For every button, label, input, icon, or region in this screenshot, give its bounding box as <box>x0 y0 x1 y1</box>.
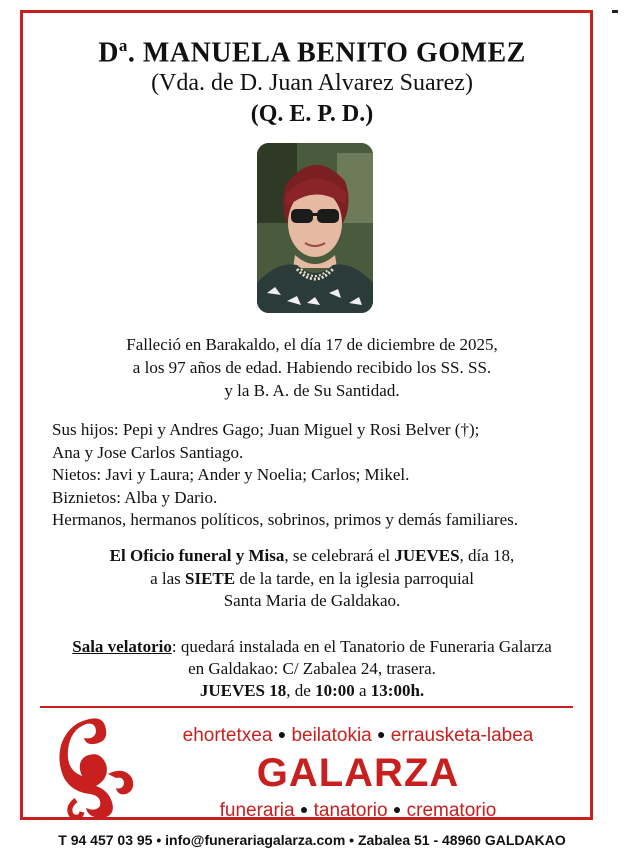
tagline-top: ehortetxea ● beilatokia ● errausketa-labea <box>182 725 534 746</box>
divider <box>40 706 573 708</box>
wake-line-3: JUEVES 18, de 10:00 a 13:00h. <box>199 681 425 700</box>
qepd-line: (Q. E. P. D.) <box>250 101 374 127</box>
galarza-logo-icon <box>46 712 146 822</box>
family-children-cont: Ana y Jose Carlos Santiago. <box>52 442 244 462</box>
portrait-photo <box>257 143 373 313</box>
family-others: Hermanos, hermanos políticos, sobrinos, primos y demás familiares. <box>52 510 518 530</box>
brand-name: GALARZA <box>256 751 460 795</box>
widow-of-line: (Vda. de D. Juan Alvarez Suarez) <box>151 70 473 96</box>
family-grandchildren: Nietos: Javi y Laura; Ander y Noelia; Carlos; Mikel. <box>52 465 410 485</box>
family-list <box>52 419 592 532</box>
death-line-1: Falleció en Barakaldo, el día 17 de diciembre de 2025, <box>126 335 498 354</box>
wake-line-1: Sala velatorio: quedará instalada en el Tanatorio de Funeraria Galarza <box>72 637 552 656</box>
funeral-line-1: El Oficio funeral y Misa, se celebrará el JUEVES, día 18, <box>109 546 515 565</box>
deceased-name: $D^a$. MANUELA BENITO GOMEZ <box>98 36 526 69</box>
family-great-grandchildren: Biznietos: Alba y Dario. <box>52 487 218 507</box>
scan-mark <box>612 10 618 13</box>
funeral-line-2: a las SIETE de la tarde, en la iglesia parroquial <box>150 569 474 588</box>
funeral-line-3: Santa Maria de Galdakao. <box>223 591 401 610</box>
contact-footer: T 94 457 03 95 • info@funerariagalarza.com • Zabalea 51 - 48960 GALDAKAO <box>58 832 566 848</box>
wake-line-2: en Galdakao: C/ Zabalea 24, trasera. <box>188 659 436 678</box>
family-children: Sus hijos: Pepi y Andres Gago; Juan Miguel y Rosi Belver (†); <box>52 420 480 439</box>
death-line-3: y la B. A. de Su Santidad. <box>224 381 400 400</box>
death-line-2: a los 97 años de edad. Habiendo recibido los SS. SS. <box>132 358 492 377</box>
tagline-bottom: funeraria ● tanatorio ● crematorio <box>219 800 497 821</box>
